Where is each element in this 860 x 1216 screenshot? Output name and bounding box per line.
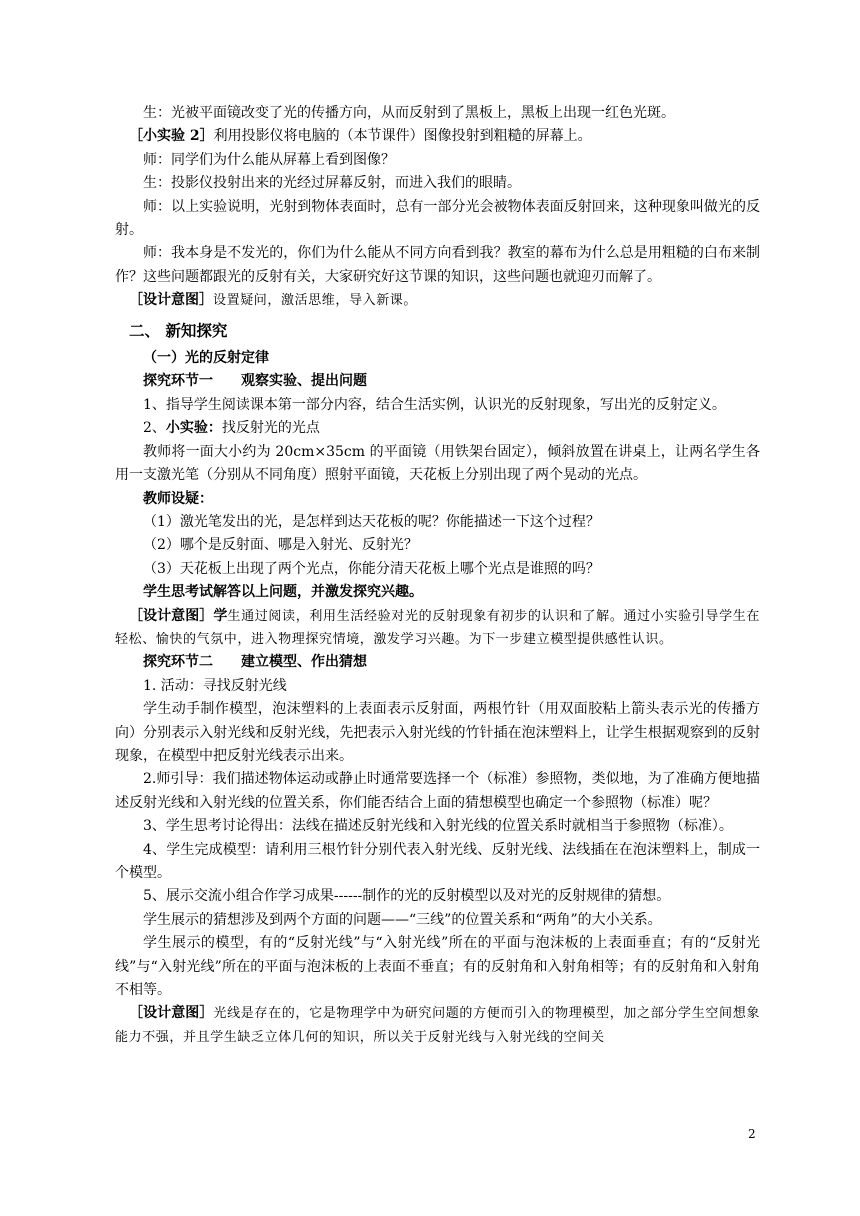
experiment-label: 小实验： [165,420,222,437]
subsection-heading: （一）光的反射定律 [143,350,269,367]
design-intent-label: ［设计意图］ [129,1005,214,1022]
design-intent-label: ［设计意图］ [129,292,213,309]
paragraph [115,605,760,652]
step-title: 建立模型、作出猜想 [241,654,367,671]
paragraph: 生：投影仪投射出来的光经过屏幕反射，而进入我们的眼睛。 [143,175,521,192]
document-body [115,102,760,1049]
bracket-label: ［小实验 2］ [129,128,214,145]
design-intent-text: 光线是存在的，它是物理学中为研究问题的方便而引入的物理模型，加之部分学生空间想象能力不强，并且学生缺乏立体几何的知识，所以关于反射光线与入射光线的空间关 [115,1006,760,1045]
paragraph: 1、指导学生阅读课本第一部分内容，结合生活实例，认识光的反射现象，写出光的反射定义。 [143,396,726,413]
page-number: 2 [748,1127,756,1141]
question-item: （2）哪个是反射面、哪是入射光、反射光？ [143,537,418,554]
paragraph [115,289,760,312]
list-number: 2、 [143,420,166,437]
paragraph: 教师将一面大小约为 20cm×35cm 的平面镜（用铁架台固定），倾斜放置在讲桌上，让两名学生各用一支激光笔（分别从不同角度）照射平面镜，天花板上分别出现了两个晃动的光点。 [115,443,760,484]
question-item: （3）天花板上出现了两个光点，你能分清天花板上哪个光点是谁照的吗？ [143,560,600,577]
paragraph: 教师设疑： [143,490,213,507]
paragraph: 师：我本身是不发光的，你们为什么能从不同方向看到我？教室的幕布为什么总是用粗糙的白布来制作？这些问题都跟光的反射有关，大家研究好这节课的知识，这些问题也就迎刃而解了。 [115,245,760,285]
paragraph: 1. 活动：寻找反射光线 [143,677,287,694]
paragraph: 师：同学们为什么能从屏幕上看到图像？ [143,151,395,168]
paragraph-text: 利用投影仪将电脑的（本节课件）图像投射到粗糙的屏幕上。 [213,128,592,145]
paragraph: 3、学生思考讨论得出：法线在描述反射光线和入射光线的位置关系时就相当于参照物（标准）。 [143,818,733,835]
step-number: 探究环节一 [143,373,213,390]
paragraph: 师：以上实验说明，光射到物体表面时，总有一部分光会被物体表面反射回来，这种现象叫做光的反射。 [115,198,760,239]
paragraph: 学生展示的猜想涉及到两个方面的问题——“三线”的位置关系和“两角”的大小关系。 [143,911,662,928]
design-intent-text: 设置疑问，激活思维，导入新课。 [213,293,418,309]
paragraph: 5、展示交流小组合作学习成果------制作的光的反射模型以及对光的反射规律的猜想。 [143,888,671,905]
step-heading [115,651,760,674]
step-title: 观察实验、提出问题 [241,373,367,390]
paragraph-text: 找反射光的光点 [221,420,320,437]
step-number: 探究环节二 [143,654,213,671]
paragraph: 学生展示的模型，有的“反射光线”与“入射光线”所在的平面与泡沫板的上表面垂直；有的“反射光线”与“入射光线”所在的平面与泡沫板的上表面不垂直；有的反射角和入射角相等；有的反射角和入射角不相等。 [115,935,760,999]
paragraph: 学生思考试解答以上问题，并激发探究兴趣。 [143,584,423,601]
question-item: （1）激光笔发出的光，是怎样到达天花板的呢？你能描述一下这个过程？ [143,513,600,530]
paragraph: 生：光被平面镜改变了光的传播方向，从而反射到了黑板上，黑板上出现一红色光斑。 [143,105,675,121]
paragraph [115,1002,760,1049]
section-heading: 二、 新知探究 [129,320,228,340]
paragraph: 学生动手制作模型，泡沫塑料的上表面表示反射面，两根竹针（用双面胶粘上箭头表示光的传播方向）分别表示入射光线和反射光线，先把表示入射光线的竹针插在泡沫塑料上，让学生根据观察到的反射现象，在模型中把反射光线表示出来。 [115,701,760,764]
design-intent-text: 生通过阅读，利用生活经验对光的反射现象有初步的认识和了解。通过小实验引导学生在轻松、愉快的气氛中，进入物理探究情境，激发学习兴趣。为下一步建立模型提供感性认识。 [115,608,760,647]
paragraph [115,417,760,440]
paragraph: 4、学生完成模型：请利用三根竹针分别代表入射光线、反射光线、法线插在在泡沫塑料上，制成一个模型。 [115,841,760,881]
paragraph: 2.师引导：我们描述物体运动或静止时通常要选择一个（标准）参照物，类似地，为了准确方便地描述反射光线和入射光线的位置关系，你们能否结合上面的猜想模型也确定一个参照物（标准）呢？ [115,771,760,811]
design-intent-label: ［设计意图］学 [129,607,228,624]
step-heading [115,370,760,393]
paragraph [115,125,760,148]
